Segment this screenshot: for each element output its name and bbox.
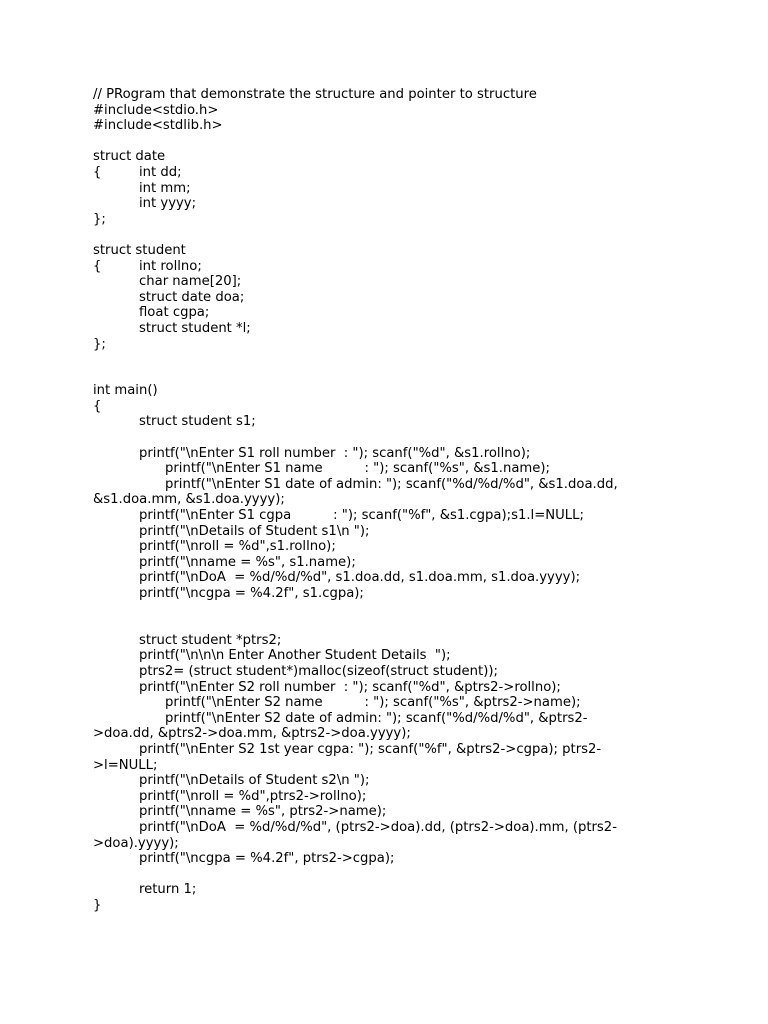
code-line — [93, 539, 693, 555]
code-line — [93, 524, 693, 540]
code-line — [93, 196, 693, 212]
code-text: } — [93, 897, 102, 913]
code-line — [93, 695, 693, 711]
code-text: printf("\nEnter S1 roll number : "); scanf("%d", &s1.rollno); — [139, 445, 531, 461]
code-line — [93, 227, 693, 243]
code-text: float cgpa; — [139, 305, 210, 321]
code-text: >doa.dd, &ptrs2->doa.mm, &ptrs2->doa.yyyy); — [93, 726, 411, 742]
code-line — [93, 898, 693, 914]
code-text: printf("\nDoA = %d/%d/%d", s1.doa.dd, s1.doa.mm, s1.doa.yyyy); — [139, 570, 581, 586]
code-text: struct student *l; — [139, 320, 251, 336]
code-line — [93, 836, 693, 852]
code-text: int mm; — [139, 180, 191, 196]
code-line — [93, 134, 693, 150]
code-text: int rollno; — [139, 258, 202, 274]
code-line — [93, 586, 693, 602]
code-line — [93, 555, 693, 571]
code-text: { — [93, 398, 102, 414]
code-line — [93, 118, 693, 134]
code-text: int dd; — [139, 164, 182, 180]
code-text: >doa).yyyy); — [93, 835, 179, 851]
code-line — [93, 461, 693, 477]
code-line — [93, 508, 693, 524]
code-line — [93, 711, 693, 727]
code-text: int yyyy; — [139, 196, 197, 212]
code-line — [93, 570, 693, 586]
code-line — [93, 477, 693, 493]
code-text: printf("\nDetails of Student s1\n "); — [139, 523, 370, 539]
code-line — [93, 851, 693, 867]
code-line — [93, 742, 693, 758]
code-line — [93, 430, 693, 446]
code-text: printf("\ncgpa = %4.2f", ptrs2->cgpa); — [139, 851, 395, 867]
code-line — [93, 103, 693, 119]
code-text: >l=NULL; — [93, 757, 158, 773]
open-brace: { — [93, 164, 102, 180]
code-line — [93, 290, 693, 306]
code-line — [93, 259, 693, 275]
code-text: struct student s1; — [139, 414, 256, 430]
code-line — [93, 383, 693, 399]
code-line — [93, 648, 693, 664]
code-text: struct student *ptrs2; — [139, 632, 282, 648]
code-text: ptrs2= (struct student*)malloc(sizeof(struct student)); — [139, 663, 498, 679]
code-line — [93, 212, 693, 228]
code-text: printf("\nEnter S2 1st year cgpa: "); scanf("%f", &ptrs2->cgpa); ptrs2- — [139, 741, 602, 757]
code-line — [93, 446, 693, 462]
code-text: }; — [93, 336, 106, 352]
code-text: printf("\nroll = %d",ptrs2->rollno); — [139, 788, 367, 804]
code-text: printf("\nEnter S1 name : "); scanf("%s", &s1.name); — [165, 461, 550, 477]
code-text: printf("\nEnter S1 date of admin: "); scanf("%d/%d/%d", &s1.doa.dd, — [165, 476, 618, 492]
code-text: printf("\nEnter S2 roll number : "); scanf("%d", &ptrs2->rollno); — [139, 679, 561, 695]
code-text: // PRogram that demonstrate the structure and pointer to structure — [93, 87, 537, 102]
code-text: struct date doa; — [139, 289, 245, 305]
code-line — [93, 804, 693, 820]
code-text: #include<stdio.h> — [93, 102, 219, 118]
code-text: printf("\nroll = %d",s1.rollno); — [139, 539, 336, 555]
code-line — [93, 243, 693, 259]
code-line — [93, 368, 693, 384]
code-text: printf("\nEnter S2 name : "); scanf("%s", &ptrs2->name); — [165, 695, 581, 711]
code-text: char name[20]; — [139, 274, 242, 290]
code-line — [93, 274, 693, 290]
code-line — [93, 305, 693, 321]
code-text: printf("\nname = %s", s1.name); — [139, 554, 356, 570]
code-listing — [93, 87, 693, 913]
code-line — [93, 882, 693, 898]
code-line — [93, 680, 693, 696]
code-text: printf("\nEnter S2 date of admin: "); scanf("%d/%d/%d", &ptrs2- — [165, 710, 588, 726]
code-text: int main() — [93, 383, 158, 399]
code-line — [93, 726, 693, 742]
code-line — [93, 664, 693, 680]
code-text: printf("\ncgpa = %4.2f", s1.cgpa); — [139, 586, 364, 601]
code-text: }; — [93, 211, 106, 227]
code-line — [93, 867, 693, 883]
code-text: &s1.doa.mm, &s1.doa.yyyy); — [93, 492, 285, 508]
code-line — [93, 789, 693, 805]
code-line — [93, 352, 693, 368]
code-line — [93, 602, 693, 618]
code-line — [93, 633, 693, 649]
open-brace: { — [93, 258, 102, 274]
code-line — [93, 758, 693, 774]
code-line — [93, 181, 693, 197]
code-line — [93, 820, 693, 836]
code-text: struct date — [93, 149, 166, 165]
code-line — [93, 149, 693, 165]
code-line — [93, 165, 693, 181]
code-text: printf("\nDetails of Student s2\n "); — [139, 773, 370, 789]
code-text: #include<stdlib.h> — [93, 118, 223, 134]
code-line — [93, 337, 693, 353]
code-text: printf("\n\n\n Enter Another Student Details "); — [139, 648, 451, 664]
code-line — [93, 87, 693, 103]
code-line — [93, 414, 693, 430]
code-text: return 1; — [139, 882, 197, 898]
code-text: struct student — [93, 242, 186, 258]
code-text: printf("\nEnter S1 cgpa : "); scanf("%f", &s1.cgpa);s1.l=NULL; — [139, 508, 584, 524]
code-line — [93, 399, 693, 415]
code-line — [93, 492, 693, 508]
code-text: printf("\nDoA = %d/%d/%d", (ptrs2->doa).dd, (ptrs2->doa).mm, (ptrs2- — [139, 819, 617, 835]
code-line — [93, 773, 693, 789]
code-line — [93, 617, 693, 633]
code-text: printf("\nname = %s", ptrs2->name); — [139, 804, 387, 820]
code-line — [93, 321, 693, 337]
